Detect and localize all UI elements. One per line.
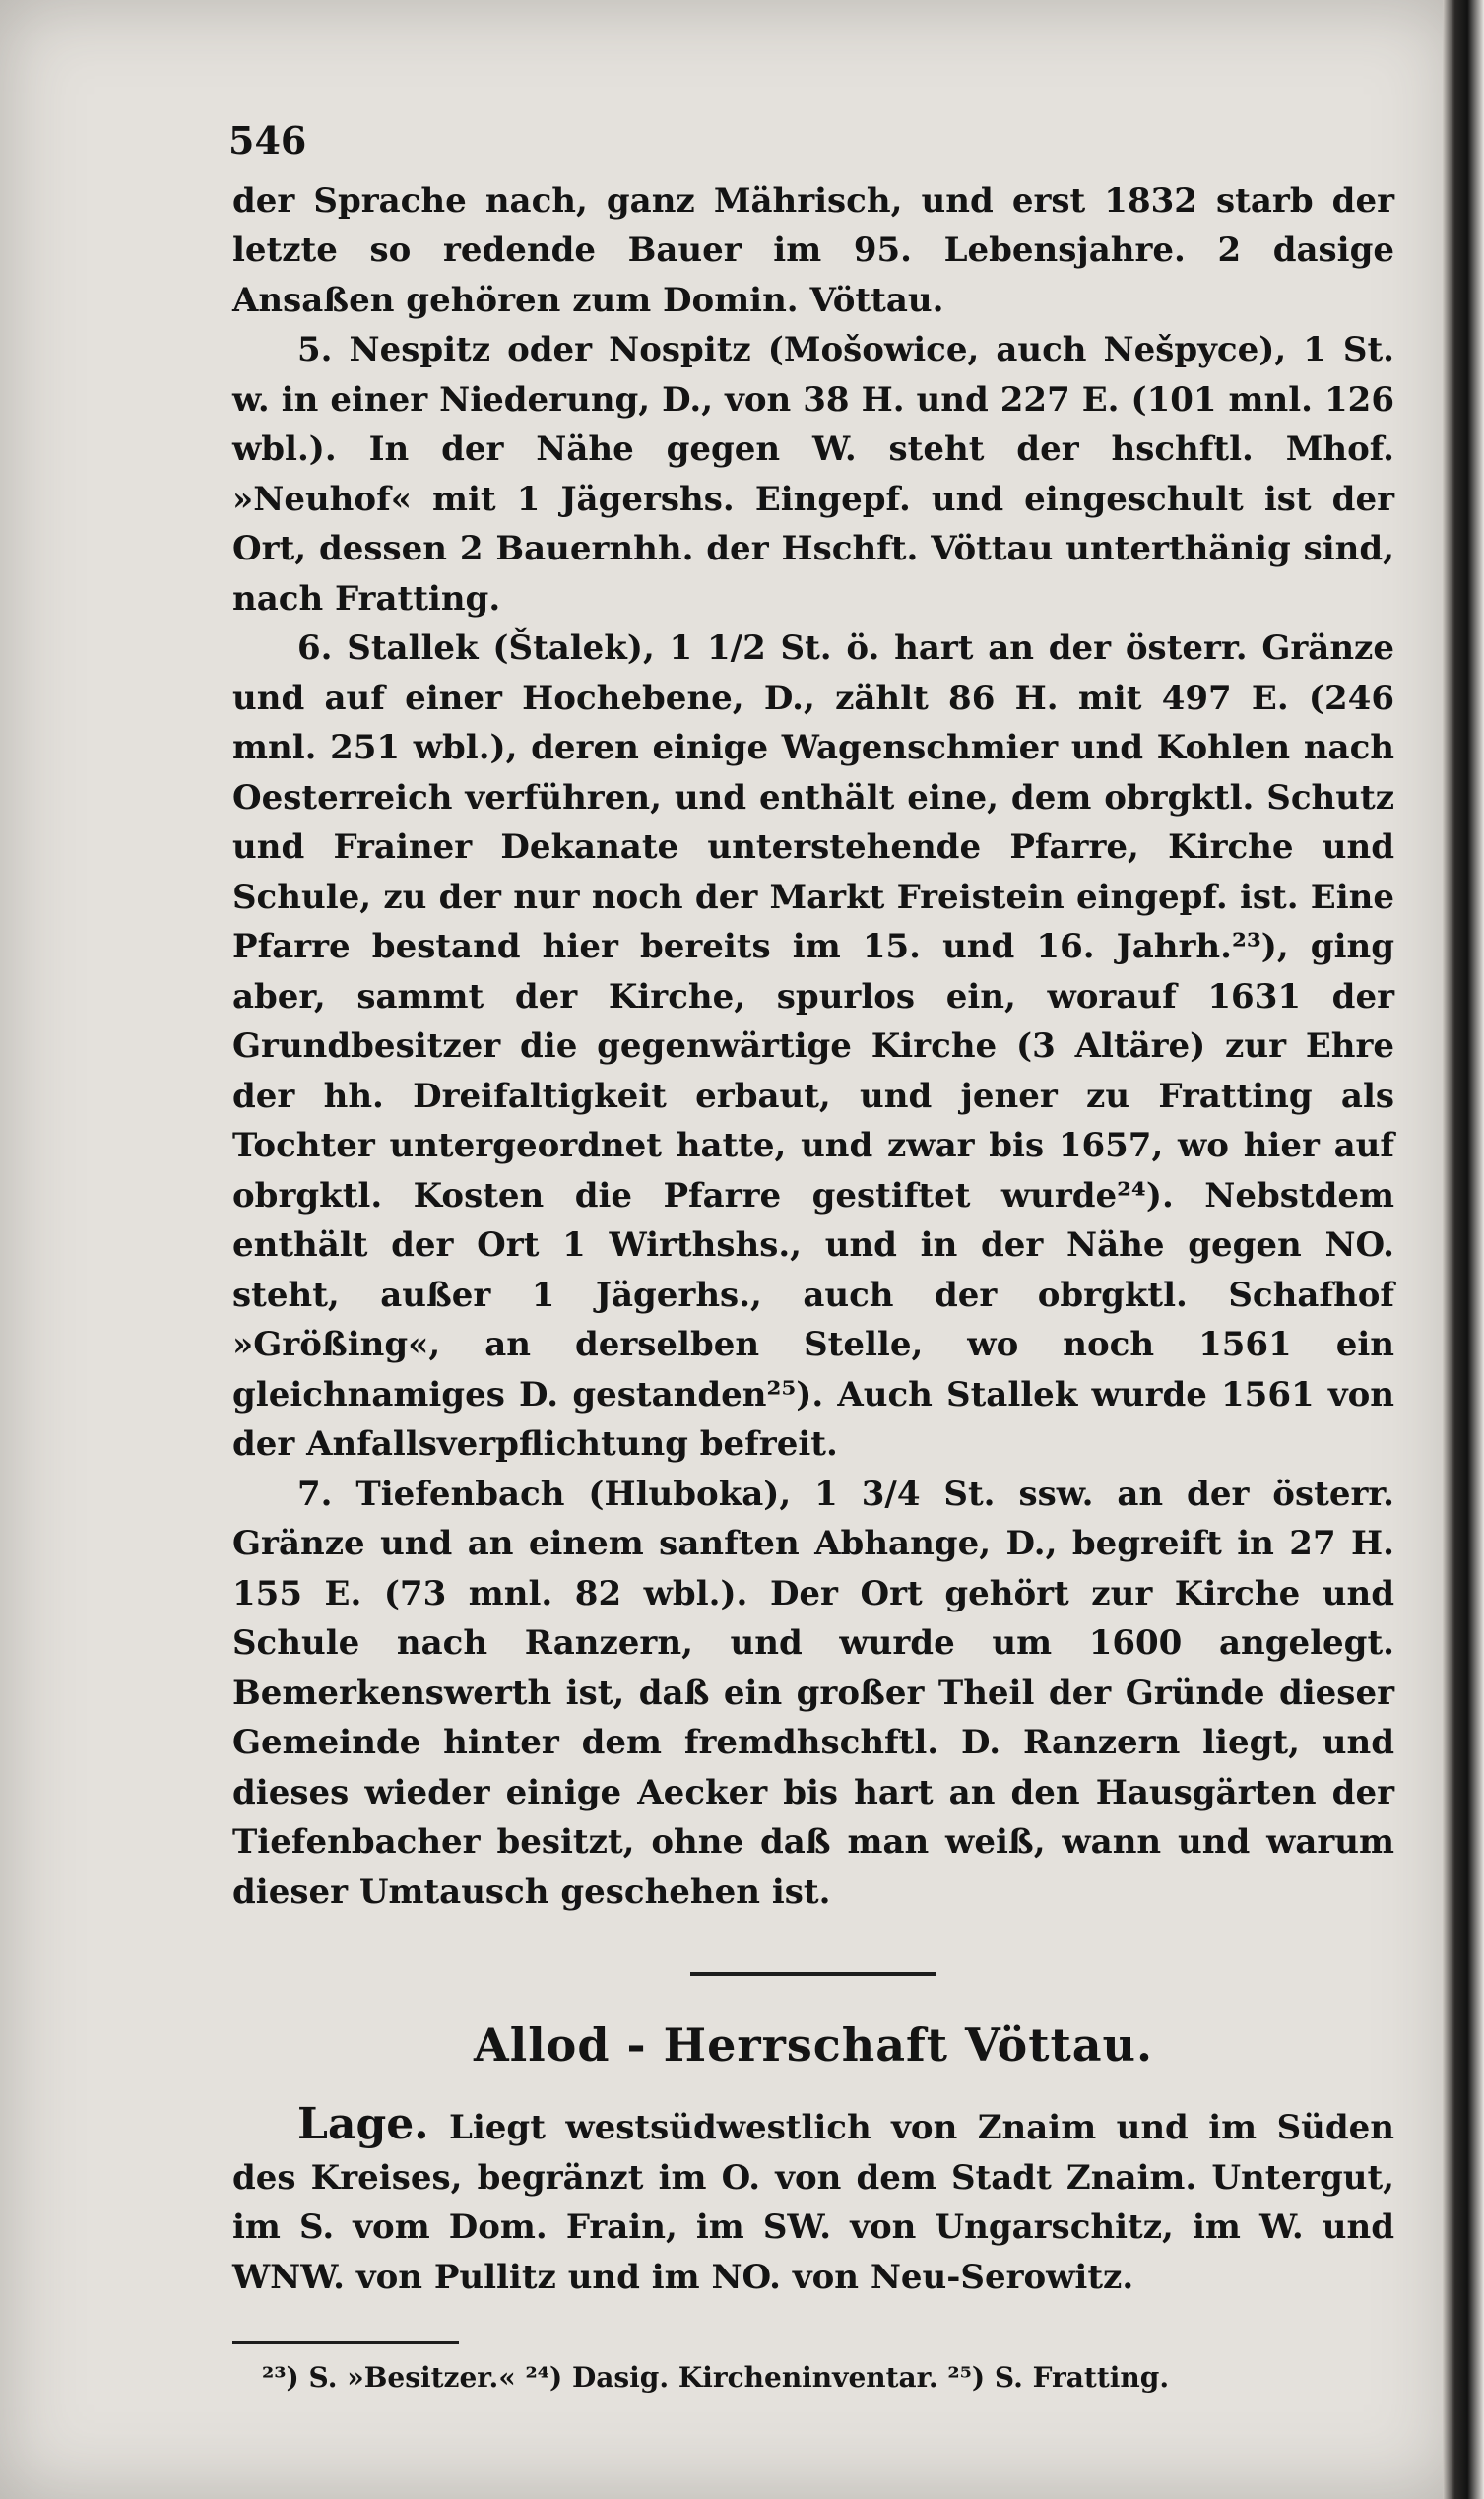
page-number: 546: [228, 118, 307, 163]
page-edge-shadow: [1443, 0, 1484, 2499]
section-divider: [690, 1972, 936, 1976]
footnote-rule: [232, 2341, 459, 2344]
paragraph-continuation: der Sprache nach, ganz Mährisch, und erst 1832 starb der letzte so redende Bauer im 95. Lebensjahre. 2 dasige Ansaßen gehören zum Domin. Vöttau.: [232, 180, 1394, 320]
page-text-block: [228, 116, 1394, 2398]
footnotes: ²³) S. »Besitzer.« ²⁴) Dasig. Kircheninventar. ²⁵) S. Fratting.: [262, 2361, 1170, 2394]
lage-label: Lage.: [297, 2099, 429, 2149]
paragraph-stallek: 6. Stallek (Štalek), 1 1/2 St. ö. hart an der österr. Gränze und auf einer Hochebene, D., zählt 86 H. mit 497 E. (246 mnl. 251 wbl.), deren einige Wagenschmier und Kohlen nach Oesterreich verführen, und enthält eine, dem obrgktl. Schutz und Frainer Dekanate unterstehende Pfarre, Kirche und Schule, zu der nur noch der Markt Freistein eingepf. ist. Eine Pfarre bestand hier bereits im 15. und 16. Jahrh.²³), ging aber, sammt der Kirche, spurlos ein, worauf 1631 der Grundbesitzer die gegenwärtige Kirche (3 Altäre) zur Ehre der hh. Dreifaltigkeit erbaut, und jener zu Fratting als Tochter untergeordnet hatte, und zwar bis 1657, wo hier auf obrgktl. Kosten die Pfarre gestiftet wurde²⁴). Nebstdem enthält der Ort 1 Wirthshs., und in der Nähe gegen NO. steht, außer 1 Jägerhs., auch der obrgktl. Schafhof »Größing«, an derselben Stelle, wo noch 1561 ein gleichnamiges D. gestanden²⁵). Auch Stallek wurde 1561 von der Anfallsverpflichtung befreit.: [232, 628, 1394, 1464]
paragraph-tiefenbach: 7. Tiefenbach (Hluboka), 1 3/4 St. ssw. an der österr. Gränze und an einem sanften Abhange, D., begreift in 27 H. 155 E. (73 mnl. 82 wbl.). Der Ort gehört zur Kirche und Schule nach Ranzern, und wurde um 1600 angelegt. Bemerkenswerth ist, daß ein großer Theil der Gründe dieser Gemeinde hinter dem fremdhschftl. D. Ranzern liegt, und dieses wieder einige Aecker bis hart an den Hausgärten der Tiefenbacher besitzt, ohne daß man weiß, wann und warum dieser Umtausch geschehen ist.: [232, 1474, 1394, 1912]
section-heading: Allod - Herrschaft Vöttau.: [474, 2018, 1153, 2072]
paragraph-nespitz: 5. Nespitz oder Nospitz (Mošowice, auch Nešpyce), 1 St. w. in einer Niederung, D., von 38 H. und 227 E. (101 mnl. 126 wbl.). In der Nähe gegen W. steht der hschftl. Mhof. »Neuhof« mit 1 Jägershs. Eingepf. und eingeschult ist der Ort, dessen 2 Bauernhh. der Hschft. Vöttau unterthänig sind, nach Fratting.: [232, 330, 1394, 619]
lage-text: Liegt westsüdwestlich von Znaim und im Süden des Kreises, begränzt im O. von dem Stadt Znaim. Untergut, im S. vom Dom. Frain, im SW. von Ungarschitz, im W. und WNW. von Pullitz und im NO. von Neu-Serowitz.: [232, 2108, 1394, 2297]
paragraph-lage: [232, 2100, 1394, 2302]
